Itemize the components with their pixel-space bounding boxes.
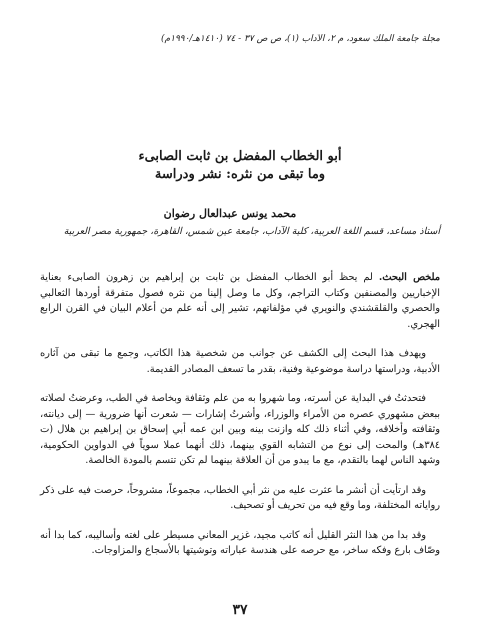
body-paragraph: وقد بدا من هذا النثر القليل أنه كاتب مجيد، غزير المعاني مسيطر على لغته وأساليبه، كما بدا أنه وصّاف بارع وفكه ساخر، مع حرصه على هندسة عباراته وتوشيتها بالأسجاع والمزاوجات. bbox=[40, 529, 440, 556]
page-number: ٣٧ bbox=[232, 602, 248, 618]
title-block bbox=[40, 148, 440, 184]
body-paragraph: ويهدف هذا البحث إلى الكشف عن جوانب من شخصية هذا الكاتب، وجمع ما تبقى من آثاره الأدبية، ودراستها دراسة موضوعية وفنية، بقدر ما تسعف المصادر القديمة. bbox=[40, 348, 440, 375]
author-block bbox=[60, 206, 440, 239]
body-paragraph: فتحدثتُ في البداية عن أسرته، وما شهروا به من علم وثقافة وبخاصة في الطب، وعرضتُ لصلاته ببعض مشهوري عصره من الأمراء والوزراء، وأشرتُ إشارات — شعرت أنها ضرورية — إلى ديانته، وثقافته وأخلاقه، وفي أثناء ذلك كله وازنت بينه وبين ابن عمه أبي إسحاق بن إبراهيم بن هلال (ت ٣٨٤هـ) والمحت إلى نوع من التشابه القوي بينهما، ذلك أنهما عملا سوياً في الدواوين الحكومية، وشهد الناس لهما بالتقدم، مع ما يبدو من أن العلاقة بينهما لم تكن تتسم بالمودة الخالصة. bbox=[40, 393, 440, 466]
abstract-label: ملخص البحث. bbox=[378, 272, 440, 283]
abstract-paragraph bbox=[40, 270, 440, 332]
author-name: محمد يونس عبدالعال رضوان bbox=[163, 207, 297, 220]
abstract-text: لم يحظ أبو الخطاب المفضل بن ثابت بن إبراهيم بن زهرون الصابىء بعناية الإخباريين والمصنفين وكتاب التراجم، وكل ما وصل إلينا من نثره فصول متفرقة أوردها الثعالبي والحصري والقلقشندي والنويري في مؤلفاتهم، تشير إلى أنه علم من أعلام البيان في القرن الرابع الهجري. bbox=[40, 272, 440, 330]
body-paragraph: وقد ارتأيت أن أنشر ما عثرت عليه من نثر أبي الخطاب، مجموعاً، مشروحاً، حرصت فيه على ذكر رواياته المختلفة، وما وقع فيه من تحريف أو تصحيف. bbox=[40, 484, 440, 511]
article-title: أبو الخطاب المفضل بن ثابت الصابىء bbox=[138, 149, 342, 164]
journal-citation-header: مجلة جامعة الملك سعود، م ٢، الآداب (١)، ص ص ٣٧ - ٧٤ (١٤١٠هـ/١٩٩٠م) bbox=[161, 34, 440, 44]
article-subtitle: وما تبقى من نثره: نشر ودراسة bbox=[154, 167, 326, 182]
author-affiliation: أستاذ مساعد، قسم اللغة العربية، كلية الآداب، جامعة عين شمس، القاهرة، جمهورية مصر العربية bbox=[63, 226, 440, 237]
article-body bbox=[40, 270, 440, 573]
